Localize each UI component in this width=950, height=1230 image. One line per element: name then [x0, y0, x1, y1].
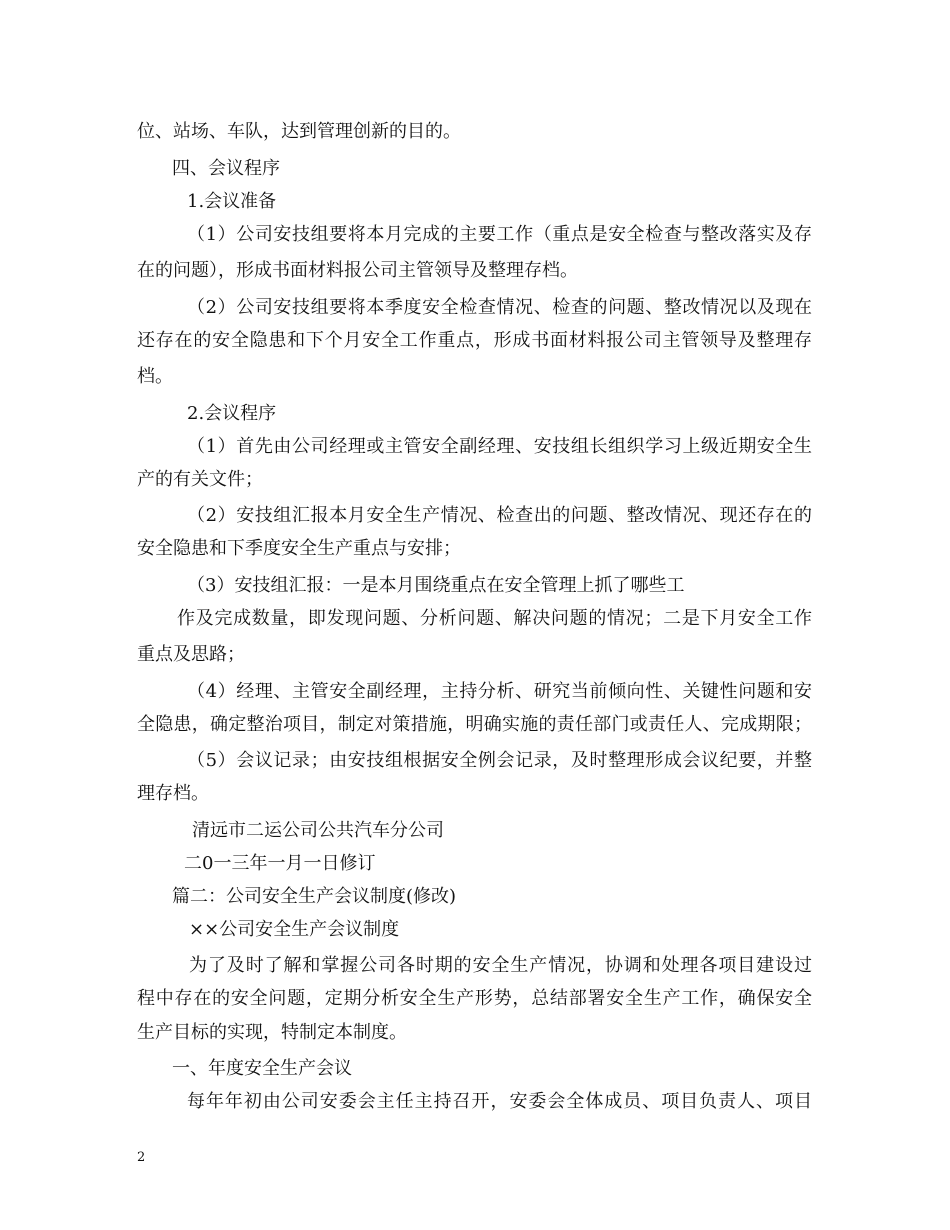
text-line: （3）安技组汇报：一是本月围绕重点在安全管理上抓了哪些工: [187, 575, 685, 596]
text-line: （5）会议记录；由安技组根据安全例会记录，及时整理形成会议纪要，并整: [187, 750, 812, 771]
text-line: 为了及时了解和掌握公司各时期的安全生产情况，协调和处理各项目建设过: [189, 955, 812, 976]
text-line: 程中存在的安全问题，定期分析安全生产形势，总结部署安全生产工作，确保安全: [137, 988, 812, 1009]
document-title: ××公司安全生产会议制度: [189, 919, 400, 940]
text-line: （4）经理、主管安全副经理，主持分析、研究当前倾向性、关键性问题和安: [187, 681, 812, 702]
subsection-heading: 2.会议程序: [187, 403, 277, 424]
organization-name: 清远市二运公司公共汽车分公司: [192, 820, 444, 841]
text-line: 每年年初由公司安委会主任主持召开，安委会全体成员、项目负责人、项目: [187, 1091, 812, 1112]
text-line: 档。: [137, 366, 173, 387]
page-number: 2: [137, 1150, 146, 1165]
text-line: 生产目标的实现，特制定本制度。: [137, 1022, 407, 1043]
text-line: 还存在的安全隐患和下个月安全工作重点，形成书面材料报公司主管领导及整理存: [137, 330, 812, 351]
text-line: （1）公司安技组要将本月完成的主要工作（重点是安全检查与整改落实及存: [187, 224, 812, 245]
text-line: 理存档。: [137, 783, 209, 804]
article-heading: 篇二：公司安全生产会议制度(修改): [172, 886, 457, 907]
subsection-heading: 1.会议准备: [187, 191, 277, 212]
text-line: （2）安技组汇报本月安全生产情况、检查出的问题、整改情况、现还存在的: [187, 505, 812, 526]
text-line: 位、站场、车队，达到管理创新的目的。: [137, 121, 461, 142]
text-line: 全隐患，确定整治项目，制定对策措施，明确实施的责任部门或责任人、完成期限；: [137, 714, 812, 735]
text-line: 作及完成数量，即发现问题、分析问题、解决问题的情况；二是下月安全工作: [177, 608, 812, 629]
revision-date: 二0一三年一月一日修订: [184, 853, 376, 874]
section-heading: 四、会议程序: [172, 158, 280, 179]
text-line: （1）首先由公司经理或主管安全副经理、安技组长组织学习上级近期安全生: [187, 436, 812, 457]
text-line: 重点及思路；: [137, 644, 245, 665]
text-line: 安全隐患和下季度安全生产重点与安排；: [137, 538, 461, 559]
text-line: （2）公司安技组要将本季度安全检查情况、检查的问题、整改情况以及现在: [187, 297, 812, 318]
text-line: 产的有关文件；: [137, 469, 263, 490]
section-heading: 一、年度安全生产会议: [172, 1058, 352, 1079]
text-line: 在的问题），形成书面材料报公司主管领导及整理存档。: [137, 260, 578, 281]
